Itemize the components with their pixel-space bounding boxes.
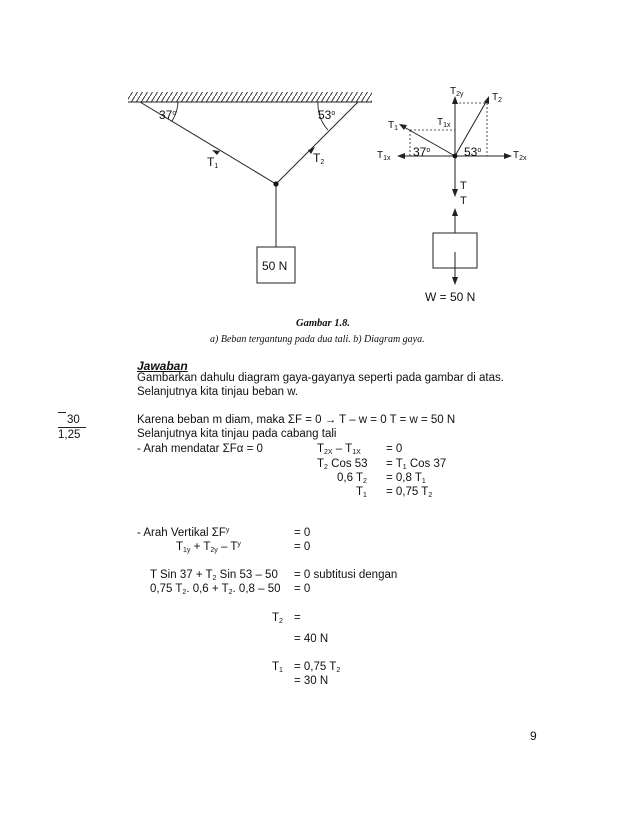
horizontal-eq1-right: = 0 (386, 443, 403, 455)
arrow-x-right (504, 153, 512, 159)
arrow-weight (452, 277, 458, 285)
horizontal-eq4-left: $T_1$ (356, 486, 367, 499)
margin-note-arrowhead (58, 412, 66, 417)
horizontal-eq3-left: 0,6 $T_2$ (337, 472, 367, 485)
arrow-tension (452, 208, 458, 216)
arrow-y-down (452, 189, 458, 197)
t1-label-a: $T_1$ (207, 155, 219, 170)
t2-label-b: $T_2$ (492, 92, 503, 104)
paragraph-line-2: Selanjutnya kita tinjau beban w. (137, 386, 299, 398)
vertical-eq4-left: 0,75 $T_2$. $0,6 + T_2$. 0,8 – 50 (150, 583, 281, 596)
figure-caption-title: Gambar 1.8. (296, 318, 350, 329)
vertical-eq3-right: = 0 subtitusi dengan (294, 569, 398, 581)
horizontal-eq1-left: $T_{2X} - T_{1X}$ (317, 443, 361, 456)
vertical-eq4-right: = 0 (294, 583, 311, 595)
figure-caption-text: a) Beban tergantung pada dua tali. b) Diagram gaya. (210, 334, 425, 345)
figure-b (0, 0, 638, 300)
result-t1-left: $T_1$ (272, 661, 283, 674)
angle-53-label-b: 53$^o$ (464, 145, 482, 159)
t2x-label-b: $T_{2x}$ (513, 150, 527, 162)
paragraph-branch: Selanjutnya kita tinjau pada cabang tali (137, 428, 337, 440)
result-t2-value: = 40 N (294, 633, 329, 645)
vertical-eq2-right: = 0 (294, 541, 311, 553)
paragraph-line-1: Gambarkan dahulu diagram gaya-gayanya seperti pada gambar di atas. (137, 372, 504, 384)
weight-label-a: 50 N (262, 259, 288, 273)
result-t1-value: = 30 N (294, 675, 329, 687)
result-t2-eq: = (294, 612, 301, 624)
answer-heading: Jawaban (137, 359, 188, 373)
result-t1-eq: = 0,75 $T_2$ (294, 661, 341, 674)
t1x-label-b: $T_{1x}$ (377, 150, 391, 162)
t-label-lower-b: T (460, 195, 467, 207)
vertical-label: - Arah Vertikal $\Sigma F^y$ (137, 527, 230, 539)
horizontal-eq3-right: = 0,8 $T_1$ (386, 472, 426, 485)
t1x-top-label-b: $T_{1x}$ (437, 117, 451, 129)
vertical-eq2-left: $T_{1y} + T_{2y} - T^y$ (176, 541, 241, 554)
page-number: 9 (530, 729, 537, 743)
origin-point (453, 154, 458, 159)
angle-53-label-a: 53$^o$ (318, 108, 336, 122)
horizontal-eq2-right: = $T_1$ Cos 37 (386, 458, 447, 471)
arrow-x-left (397, 153, 405, 159)
t2-label-a: $T_2$ (313, 151, 325, 166)
angle-37-label-b: 37$^o$ (413, 145, 431, 159)
horizontal-eq2-left: $T_2$ Cos 53 (317, 458, 368, 471)
vertical-eq3-left: T Sin $37 + T_2$ Sin 53 – 50 (150, 569, 278, 582)
angle-37-label-a: 37$^o$ (159, 108, 177, 122)
margin-note-bottom: 1,25 (58, 429, 81, 441)
vertical-eq1-right: = 0 (294, 527, 311, 539)
arrow-t1-b (399, 124, 407, 130)
t1-label-b: $T_1$ (388, 120, 399, 132)
margin-note-rule (58, 427, 86, 428)
margin-note-top: 30 (67, 414, 80, 426)
weight-label-b: W = 50 N (425, 290, 476, 304)
result-t2-left: $T_2$ (272, 612, 283, 625)
equation-equilibrium: Karena beban m diam, maka ΣF = 0 → T – w = 0 T = w = 50 N (137, 414, 456, 426)
horizontal-label: - Arah mendatar ΣFα = 0 (137, 443, 263, 455)
t2y-label-b: $T_{2y}$ (450, 86, 464, 98)
t-label-upper-b: T (460, 180, 467, 192)
horizontal-eq4-right: = 0,75 $T_2$ (386, 486, 433, 499)
